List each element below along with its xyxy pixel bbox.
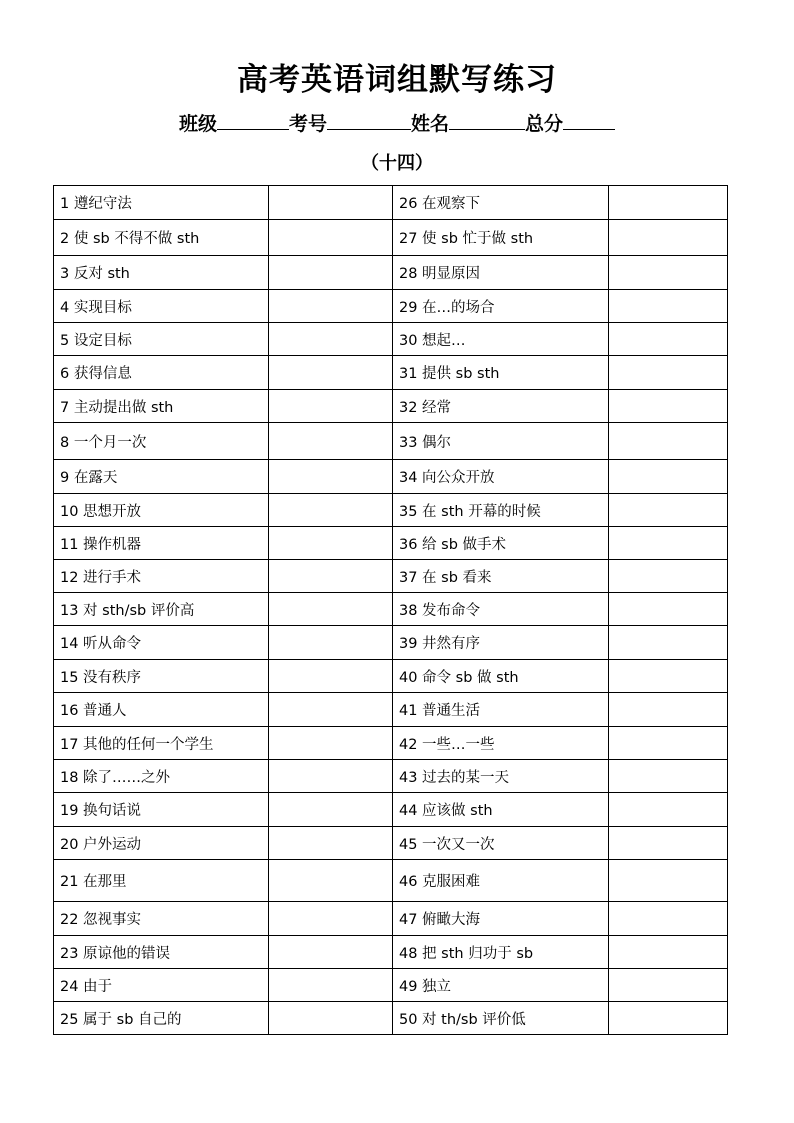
- phrase-prompt: 13 对 sth/sb 评价高: [54, 593, 269, 626]
- answer-blank[interactable]: [269, 827, 393, 860]
- table-row: [54, 186, 728, 220]
- table-row: [54, 827, 728, 860]
- answer-blank[interactable]: [609, 527, 728, 560]
- phrase-prompt: 45 一次又一次: [393, 827, 609, 860]
- table-row: [54, 494, 728, 527]
- phrase-prompt: 46 克服困难: [393, 860, 609, 902]
- phrase-prompt: 23 原谅他的错误: [54, 936, 269, 969]
- class-blank[interactable]: [217, 109, 289, 130]
- phrase-prompt: 48 把 sth 归功于 sb: [393, 936, 609, 969]
- answer-blank[interactable]: [609, 626, 728, 660]
- answer-blank[interactable]: [609, 593, 728, 626]
- phrase-prompt: 29 在…的场合: [393, 290, 609, 323]
- phrase-prompt: 22 忽视事实: [54, 902, 269, 936]
- table-row: [54, 390, 728, 423]
- number-blank[interactable]: [327, 109, 411, 130]
- phrase-prompt: 31 提供 sb sth: [393, 356, 609, 390]
- table-row: [54, 560, 728, 593]
- section-number: （十四）: [361, 153, 433, 174]
- phrase-prompt: 20 户外运动: [54, 827, 269, 860]
- table-row: [54, 423, 728, 460]
- phrase-prompt: 12 进行手术: [54, 560, 269, 593]
- answer-blank[interactable]: [609, 186, 728, 220]
- answer-blank[interactable]: [269, 727, 393, 760]
- table-row: [54, 593, 728, 626]
- phrase-prompt: 27 使 sb 忙于做 sth: [393, 220, 609, 256]
- table-row: [54, 1002, 728, 1035]
- answer-blank[interactable]: [609, 560, 728, 593]
- table-row: [54, 860, 728, 902]
- phrase-prompt: 43 过去的某一天: [393, 760, 609, 793]
- answer-blank[interactable]: [609, 256, 728, 290]
- phrase-prompt: 18 除了……之外: [54, 760, 269, 793]
- phrase-prompt: 5 设定目标: [54, 323, 269, 356]
- phrase-prompt: 17 其他的任何一个学生: [54, 727, 269, 760]
- answer-blank[interactable]: [269, 1002, 393, 1035]
- phrase-prompt: 15 没有秩序: [54, 660, 269, 693]
- table-row: [54, 693, 728, 727]
- answer-blank[interactable]: [609, 793, 728, 827]
- phrase-prompt: 28 明显原因: [393, 256, 609, 290]
- table-row: [54, 626, 728, 660]
- phrase-prompt: 2 使 sb 不得不做 sth: [54, 220, 269, 256]
- answer-blank[interactable]: [609, 356, 728, 390]
- phrase-prompt: 34 向公众开放: [393, 460, 609, 494]
- phrase-prompt: 44 应该做 sth: [393, 793, 609, 827]
- answer-blank[interactable]: [269, 969, 393, 1002]
- phrase-prompt: 6 获得信息: [54, 356, 269, 390]
- phrase-prompt: 26 在观察下: [393, 186, 609, 220]
- table-row: [54, 527, 728, 560]
- table-row: [54, 356, 728, 390]
- table-row: [54, 323, 728, 356]
- phrase-prompt: 50 对 th/sb 评价低: [393, 1002, 609, 1035]
- name-blank[interactable]: [449, 109, 525, 130]
- number-label: 考号: [288, 113, 327, 135]
- answer-blank[interactable]: [609, 423, 728, 460]
- answer-blank[interactable]: [269, 186, 393, 220]
- answer-blank[interactable]: [269, 626, 393, 660]
- answer-blank[interactable]: [269, 290, 393, 323]
- score-blank[interactable]: [563, 109, 615, 130]
- answer-blank[interactable]: [269, 527, 393, 560]
- phrase-prompt: 8 一个月一次: [54, 423, 269, 460]
- answer-blank[interactable]: [269, 390, 393, 423]
- answer-blank[interactable]: [609, 693, 728, 727]
- phrase-prompt: 25 属于 sb 自己的: [54, 1002, 269, 1035]
- phrase-prompt: 40 命令 sb 做 sth: [393, 660, 609, 693]
- answer-blank[interactable]: [269, 423, 393, 460]
- answer-blank[interactable]: [609, 727, 728, 760]
- answer-blank[interactable]: [269, 936, 393, 969]
- phrase-prompt: 16 普通人: [54, 693, 269, 727]
- phrase-prompt: 32 经常: [393, 390, 609, 423]
- phrase-prompt: 37 在 sb 看来: [393, 560, 609, 593]
- phrase-prompt: 33 偶尔: [393, 423, 609, 460]
- phrase-prompt: 47 俯瞰大海: [393, 902, 609, 936]
- phrase-prompt: 42 一些…一些: [393, 727, 609, 760]
- phrase-prompt: 24 由于: [54, 969, 269, 1002]
- table-row: [54, 290, 728, 323]
- phrase-prompt: 4 实现目标: [54, 290, 269, 323]
- answer-blank[interactable]: [609, 760, 728, 793]
- answer-blank[interactable]: [269, 902, 393, 936]
- answer-blank[interactable]: [609, 860, 728, 902]
- table-row: [54, 936, 728, 969]
- phrase-prompt: 11 操作机器: [54, 527, 269, 560]
- phrase-prompt: 36 给 sb 做手术: [393, 527, 609, 560]
- answer-blank[interactable]: [269, 323, 393, 356]
- table-row: [54, 902, 728, 936]
- phrase-prompt: 49 独立: [393, 969, 609, 1002]
- phrase-prompt: 21 在那里: [54, 860, 269, 902]
- table-row: [54, 660, 728, 693]
- answer-blank[interactable]: [269, 256, 393, 290]
- table-row: [54, 460, 728, 494]
- answer-blank[interactable]: [609, 460, 728, 494]
- phrase-prompt: 19 换句话说: [54, 793, 269, 827]
- class-label: 班级: [178, 113, 217, 135]
- answer-blank[interactable]: [269, 793, 393, 827]
- table-row: [54, 727, 728, 760]
- answer-blank[interactable]: [609, 220, 728, 256]
- answer-blank[interactable]: [269, 560, 393, 593]
- answer-blank[interactable]: [609, 969, 728, 1002]
- answer-blank[interactable]: [609, 660, 728, 693]
- table-row: [54, 760, 728, 793]
- answer-blank[interactable]: [269, 460, 393, 494]
- answer-blank[interactable]: [269, 593, 393, 626]
- answer-blank[interactable]: [609, 290, 728, 323]
- phrase-prompt: 38 发布命令: [393, 593, 609, 626]
- phrase-prompt: 9 在露天: [54, 460, 269, 494]
- answer-blank[interactable]: [609, 390, 728, 423]
- table-row: [54, 220, 728, 256]
- table-row: [54, 969, 728, 1002]
- answer-blank[interactable]: [269, 356, 393, 390]
- answer-blank[interactable]: [609, 936, 728, 969]
- answer-blank[interactable]: [609, 827, 728, 860]
- phrase-prompt: 30 想起…: [393, 323, 609, 356]
- answer-blank[interactable]: [609, 1002, 728, 1035]
- answer-blank[interactable]: [609, 494, 728, 527]
- phrase-prompt: 41 普通生活: [393, 693, 609, 727]
- phrase-table: [53, 185, 728, 1035]
- answer-blank[interactable]: [269, 860, 393, 902]
- answer-blank[interactable]: [609, 902, 728, 936]
- answer-blank[interactable]: [269, 760, 393, 793]
- phrase-prompt: 39 井然有序: [393, 626, 609, 660]
- phrase-prompt: 1 遵纪守法: [54, 186, 269, 220]
- score-label: 总分: [525, 113, 564, 135]
- table-row: [54, 793, 728, 827]
- phrase-prompt: 35 在 sth 开幕的时候: [393, 494, 609, 527]
- phrase-prompt: 7 主动提出做 sth: [54, 390, 269, 423]
- answer-blank[interactable]: [269, 220, 393, 256]
- answer-blank[interactable]: [609, 323, 728, 356]
- phrase-prompt: 10 思想开放: [54, 494, 269, 527]
- answer-blank[interactable]: [269, 693, 393, 727]
- table-row: [54, 256, 728, 290]
- phrase-prompt: 3 反对 sth: [54, 256, 269, 290]
- phrase-prompt: 14 听从命令: [54, 626, 269, 660]
- answer-blank[interactable]: [269, 660, 393, 693]
- answer-blank[interactable]: [269, 494, 393, 527]
- student-info-line: [0, 109, 794, 139]
- page-title: 高考英语词组默写练习: [237, 62, 557, 98]
- name-label: 姓名: [411, 113, 450, 135]
